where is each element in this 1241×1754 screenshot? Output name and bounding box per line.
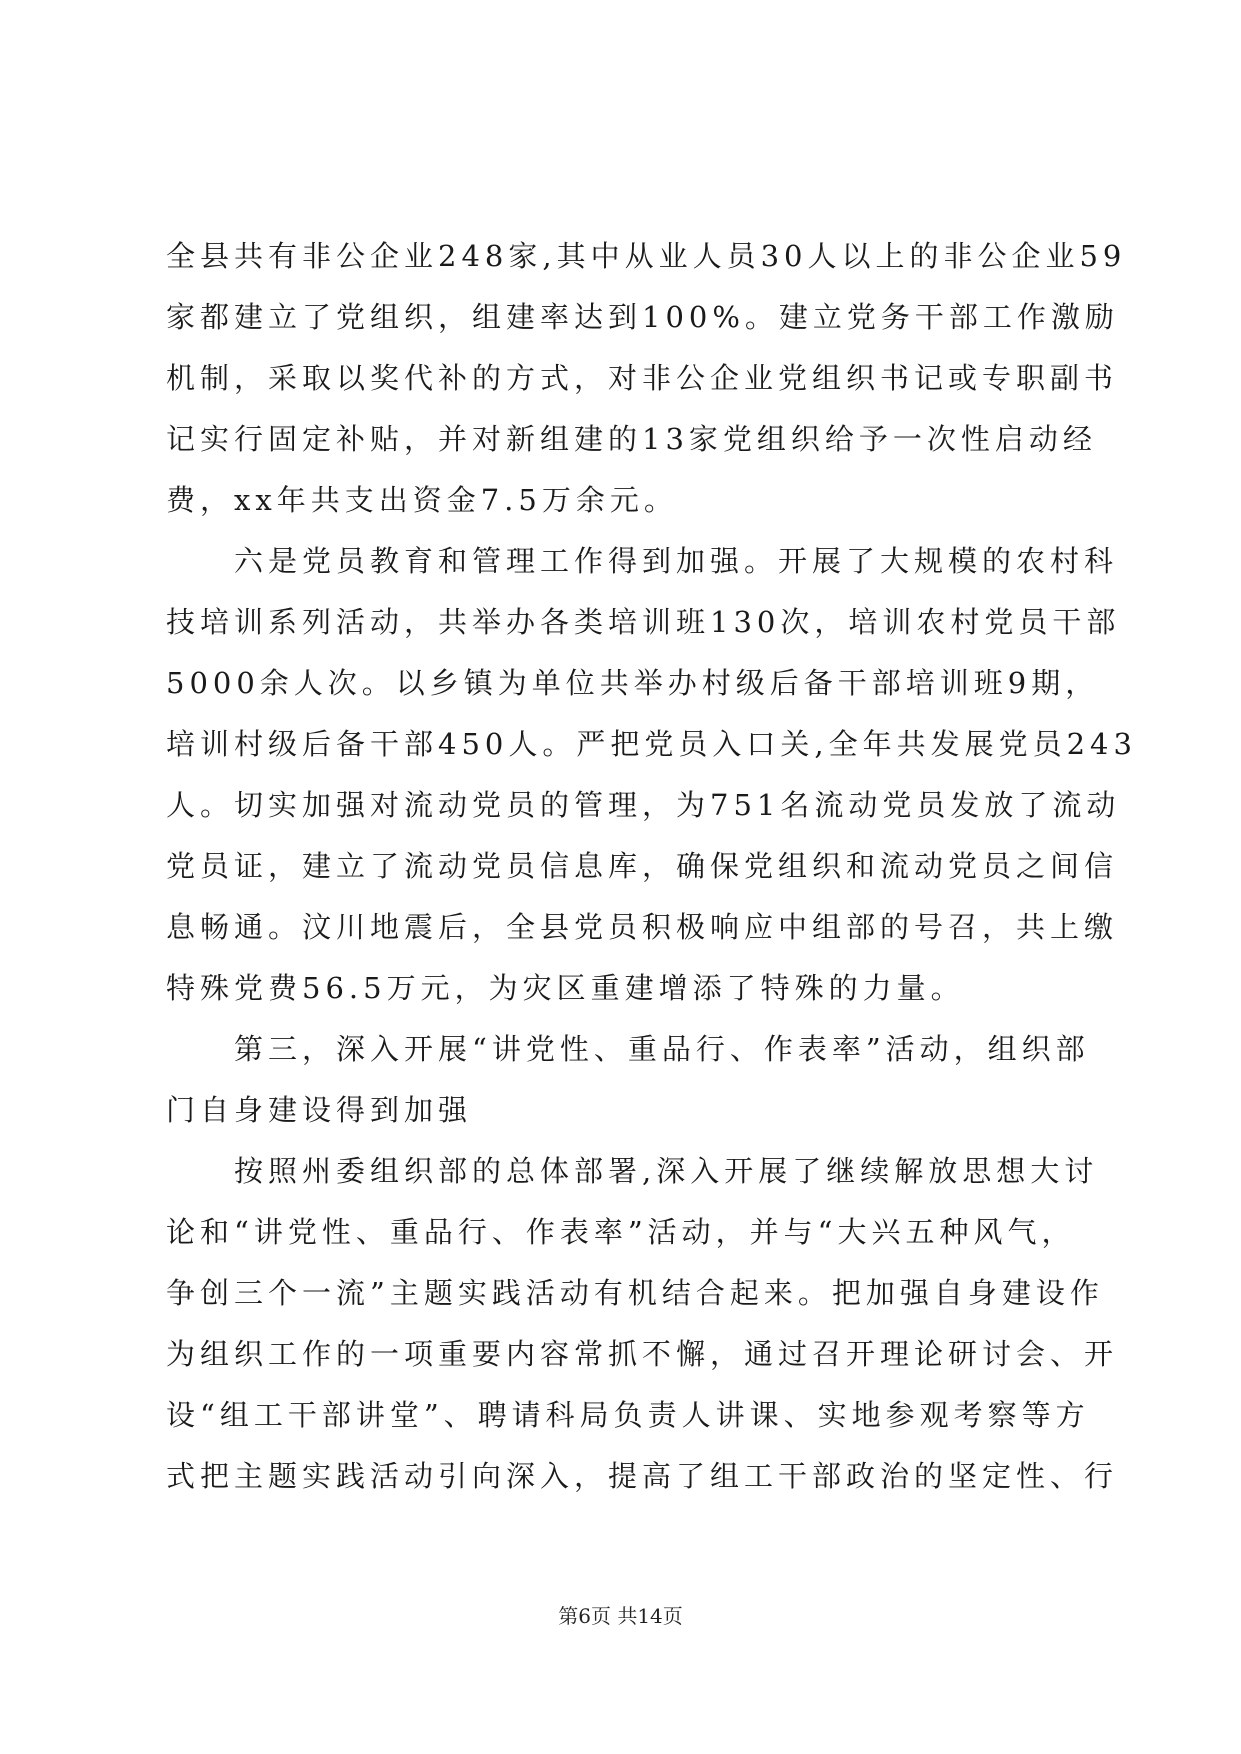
text-line: 特殊党费56.5万元，为灾区重建增添了特殊的力量。 [166,971,965,1005]
text-line: 培训村级后备干部450人。严把党员入口关,全年共发展党员243 [166,727,1137,761]
text-line: 为组织工作的一项重要内容常抓不懈，通过召开理论研讨会、开 [166,1337,1119,1371]
text-line: 全县共有非公企业248家,其中从业人员30人以上的非公企业59 [166,239,1127,273]
text-line: 六是党员教育和管理工作得到加强。开展了大规模的农村科 [166,544,1119,578]
text-line: 机制，采取以奖代补的方式，对非公企业党组织书记或专职副书 [166,361,1119,395]
text-line: 人。切实加强对流动党员的管理，为751名流动党员发放了流动 [166,788,1121,822]
page-number-footer: 第6页 共14页 [558,1604,683,1628]
text-line: 息畅通。汶川地震后，全县党员积极响应中组部的号召，共上缴 [166,910,1119,944]
text-line: 式把主题实践活动引向深入，提高了组工干部政治的坚定性、行 [166,1459,1119,1493]
text-line: 论和“讲党性、重品行、作表率”活动，并与“大兴五种风气， [166,1215,1076,1249]
text-line: 门自身建设得到加强 [166,1093,473,1127]
text-line: 设“组工干部讲堂”、聘请科局负责人讲课、实地参观考察等方 [166,1398,1090,1432]
text-line: 5000余人次。以乡镇为单位共举办村级后备干部培训班9期， [166,666,1100,700]
text-line: 第三，深入开展“讲党性、重品行、作表率”活动，组织部 [166,1032,1090,1066]
body-text [166,226,1137,1507]
text-line: 党员证，建立了流动党员信息库，确保党组织和流动党员之间信 [166,849,1119,883]
text-line: 技培训系列活动，共举办各类培训班130次，培训农村党员干部 [166,605,1121,639]
text-line: 费，xx年共支出资金7.5万余元。 [166,483,678,517]
text-line: 争创三个一流”主题实践活动有机结合起来。把加强自身建设作 [166,1276,1104,1310]
text-line: 家都建立了党组织，组建率达到100%。建立党务干部工作激励 [166,300,1119,334]
text-line: 按照州委组织部的总体部署,深入开展了继续解放思想大讨 [166,1154,1099,1188]
text-line: 记实行固定补贴，并对新组建的13家党组织给予一次性启动经 [166,422,1097,456]
